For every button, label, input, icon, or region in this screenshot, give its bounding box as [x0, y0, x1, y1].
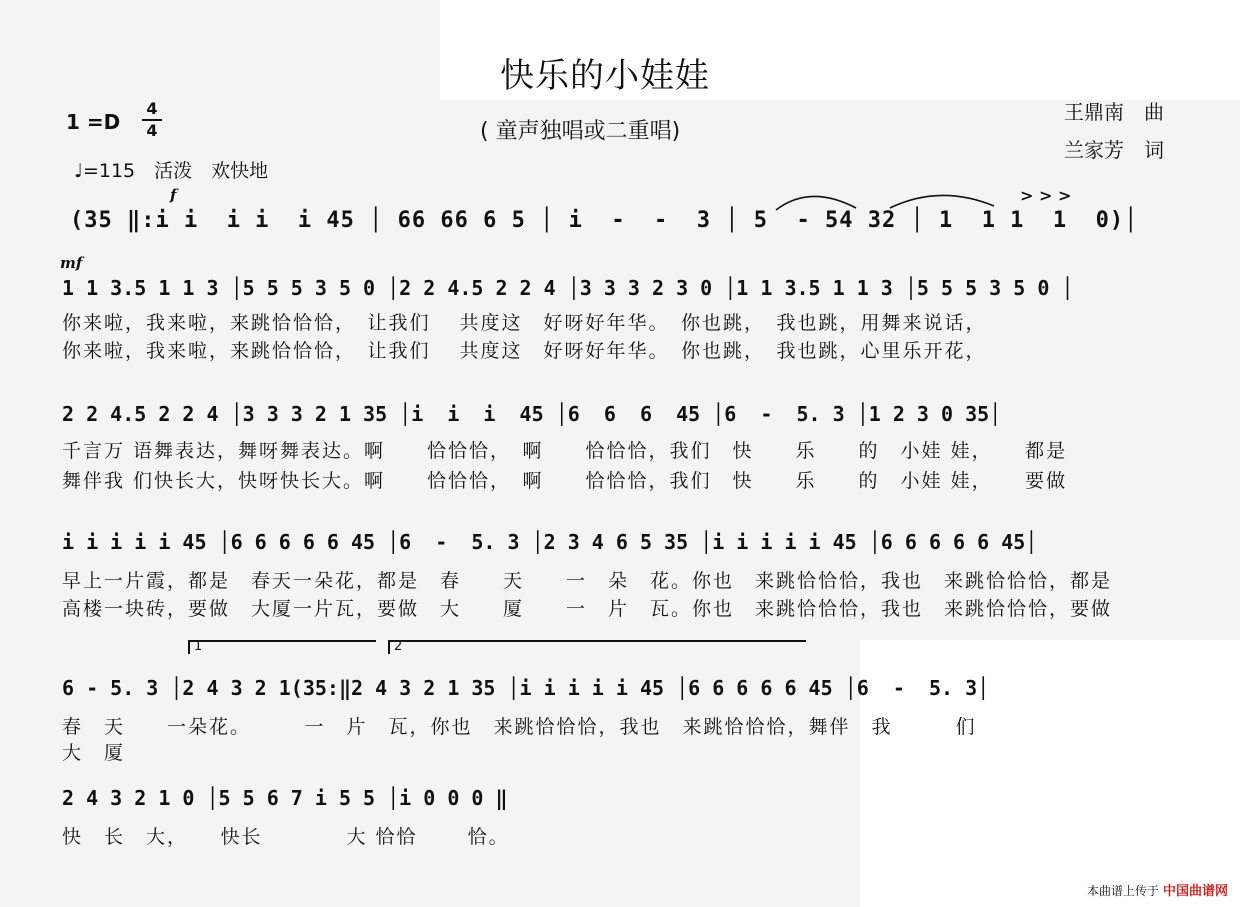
composer-credit: 王鼎南 曲	[1064, 100, 1164, 124]
volta-bracket-1	[188, 640, 376, 654]
song-subtitle: ( 童声独唱或二重唱)	[480, 119, 681, 144]
dynamic-forte: f	[170, 186, 177, 204]
song-title: 快乐的小娃娃	[500, 56, 710, 96]
staff-lyrics-4-verse-1: 春 天 一朵花。 一 片 瓦，你也 来跳恰恰恰，我也 来跳恰恰恰，舞伴 我 们	[62, 716, 977, 738]
lyricist-credit: 兰家芳 词	[1064, 138, 1164, 162]
dynamic-mezzo-forte: mf	[60, 254, 83, 272]
staff-lyrics-2-verse-2: 舞伴我 们快长大，快呀快长大。啊 恰恰恰， 啊 恰恰恰，我们 快 乐 的 小娃 娃， 要做	[62, 470, 1068, 492]
staff-lyrics-3-verse-1: 早上一片霞，都是 春天一朵花，都是 春 天 一 朵 花。你也 来跳恰恰恰，我也 来跳恰恰恰，都是	[62, 570, 1113, 592]
upload-credit-prefix: 本曲谱上传于	[1086, 884, 1159, 898]
staff-notes-3: i i i i i 45 │6 6 6 6 6 45 │6 - 5. 3 │2 3 4 6 5 35 │i i i i i 45 │6 6 6 6 6 45│	[62, 530, 1038, 554]
staff-lyrics-5-verse-1: 快 长 大， 快长 大 恰恰 恰。	[62, 826, 510, 848]
intro-notes: (35 ‖:i i i i i 45 │ 66 66 6 5 │ i - - 3 │ 5 - 54 32 │ 1 1 1 1 0)│	[70, 208, 1139, 233]
volta-bracket-2	[388, 640, 806, 654]
staff-notes-1: 1 1 3.5 1 1 3 │5 5 5 3 5 0 │2 2 4.5 2 2 4 │3 3 3 2 3 0 │1 1 3.5 1 1 3 │5 5 5 3 5 0 │	[62, 276, 1074, 300]
volta-number-1: 1	[194, 639, 203, 654]
time-signature	[142, 100, 162, 140]
tempo-marking: ♩=115 活泼 欢快地	[74, 160, 269, 182]
staff-notes-2: 2 2 4.5 2 2 4 │3 3 3 2 1 35 │i i i 45 │6 6 6 45 │6 - 5. 3 │1 2 3 0 35│	[62, 402, 1002, 426]
meter-bottom: 4	[146, 121, 158, 140]
meter-top: 4	[146, 99, 158, 118]
slur-mark	[776, 196, 856, 210]
volta-number-2: 2	[394, 639, 403, 654]
accent-marks: > > >	[1020, 186, 1072, 205]
staff-notes-4: 6 - 5. 3 │2 4 3 2 1(35:‖2 4 3 2 1 35 │i i i i i 45 │6 6 6 6 6 45 │6 - 5. 3│	[62, 676, 990, 700]
upload-credit	[1087, 880, 1228, 899]
intro-slurs	[770, 184, 1010, 214]
key-signature: 1 =D	[66, 110, 121, 134]
staff-lyrics-2-verse-1: 千言万 语舞表达，舞呀舞表达。啊 恰恰恰， 啊 恰恰恰，我们 快 乐 的 小娃 娃， 都是	[62, 440, 1068, 462]
staff-lyrics-1-verse-1: 你来啦，我来啦，来跳恰恰恰， 让我们 共度这 好呀好年华。 你也跳， 我也跳，用舞来说话，	[62, 312, 987, 334]
staff-notes-5: 2 4 3 2 1 0 │5 5 6 7 i 5 5 │i 0 0 0 ‖	[62, 786, 508, 810]
site-logo: 中国曲谱网	[1162, 884, 1228, 899]
slur-mark	[890, 195, 994, 208]
staff-lyrics-3-verse-2: 高楼一块砖，要做 大厦一片瓦，要做 大 厦 一 片 瓦。你也 来跳恰恰恰，我也 来跳恰恰恰，要做	[62, 598, 1113, 620]
staff-lyrics-1-verse-2: 你来啦，我来啦，来跳恰恰恰， 让我们 共度这 好呀好年华。 你也跳， 我也跳，心里乐开花，	[62, 340, 987, 362]
staff-lyrics-4-verse-2: 大 厦	[62, 742, 126, 764]
